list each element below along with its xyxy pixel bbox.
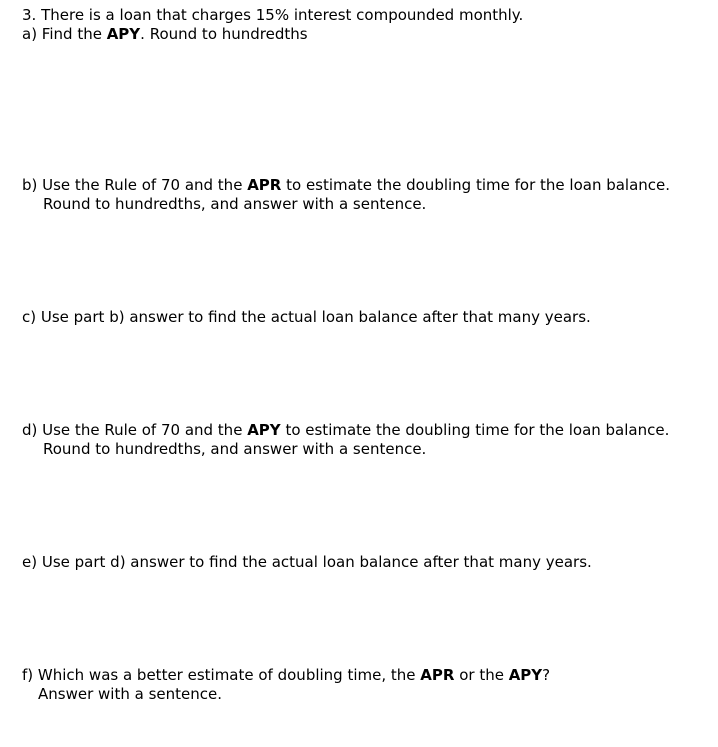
part-b-prefix: b) Use the Rule of 70 and the xyxy=(22,176,248,194)
part-b-bold: APR xyxy=(247,176,282,194)
part-f-line2 xyxy=(38,685,222,704)
part-f-bold-apy: APY xyxy=(508,666,543,684)
part-d-bold: APY xyxy=(247,421,281,439)
part-d-line1 xyxy=(22,421,669,440)
question-title-text: 3. There is a loan that charges 15% interest compounded monthly. xyxy=(22,6,524,24)
part-b-line1 xyxy=(22,176,670,195)
part-d-line2 xyxy=(43,440,426,459)
part-a-bold: APY xyxy=(106,25,141,43)
part-b-line2-text: Round to hundredths, and answer with a sentence. xyxy=(43,195,427,213)
part-b-line2 xyxy=(43,195,426,214)
part-b-suffix: to estimate the doubling time for the loan balance. xyxy=(281,176,671,194)
part-f-suffix: ? xyxy=(542,666,551,684)
part-a-prefix: a) Find the xyxy=(22,25,107,43)
question-title xyxy=(22,6,523,25)
part-d-line2-text: Round to hundredths, and answer with a sentence. xyxy=(43,440,427,458)
part-a xyxy=(22,25,308,44)
part-d-suffix: to estimate the doubling time for the loan balance. xyxy=(280,421,670,439)
part-a-suffix: . Round to hundredths xyxy=(140,25,308,43)
part-f-line2-text: Answer with a sentence. xyxy=(38,685,222,703)
part-e-text: e) Use part d) answer to find the actual loan balance after that many years. xyxy=(22,553,592,571)
part-f-line1 xyxy=(22,666,550,685)
part-f-bold-apr: APR xyxy=(420,666,455,684)
part-f-prefix: f) Which was a better estimate of doubling time, the xyxy=(22,666,421,684)
part-c-text: c) Use part b) answer to find the actual loan balance after that many years. xyxy=(22,308,591,326)
part-d-prefix: d) Use the Rule of 70 and the xyxy=(22,421,248,439)
part-c xyxy=(22,308,591,327)
part-f-mid: or the xyxy=(454,666,509,684)
part-e xyxy=(22,553,592,572)
